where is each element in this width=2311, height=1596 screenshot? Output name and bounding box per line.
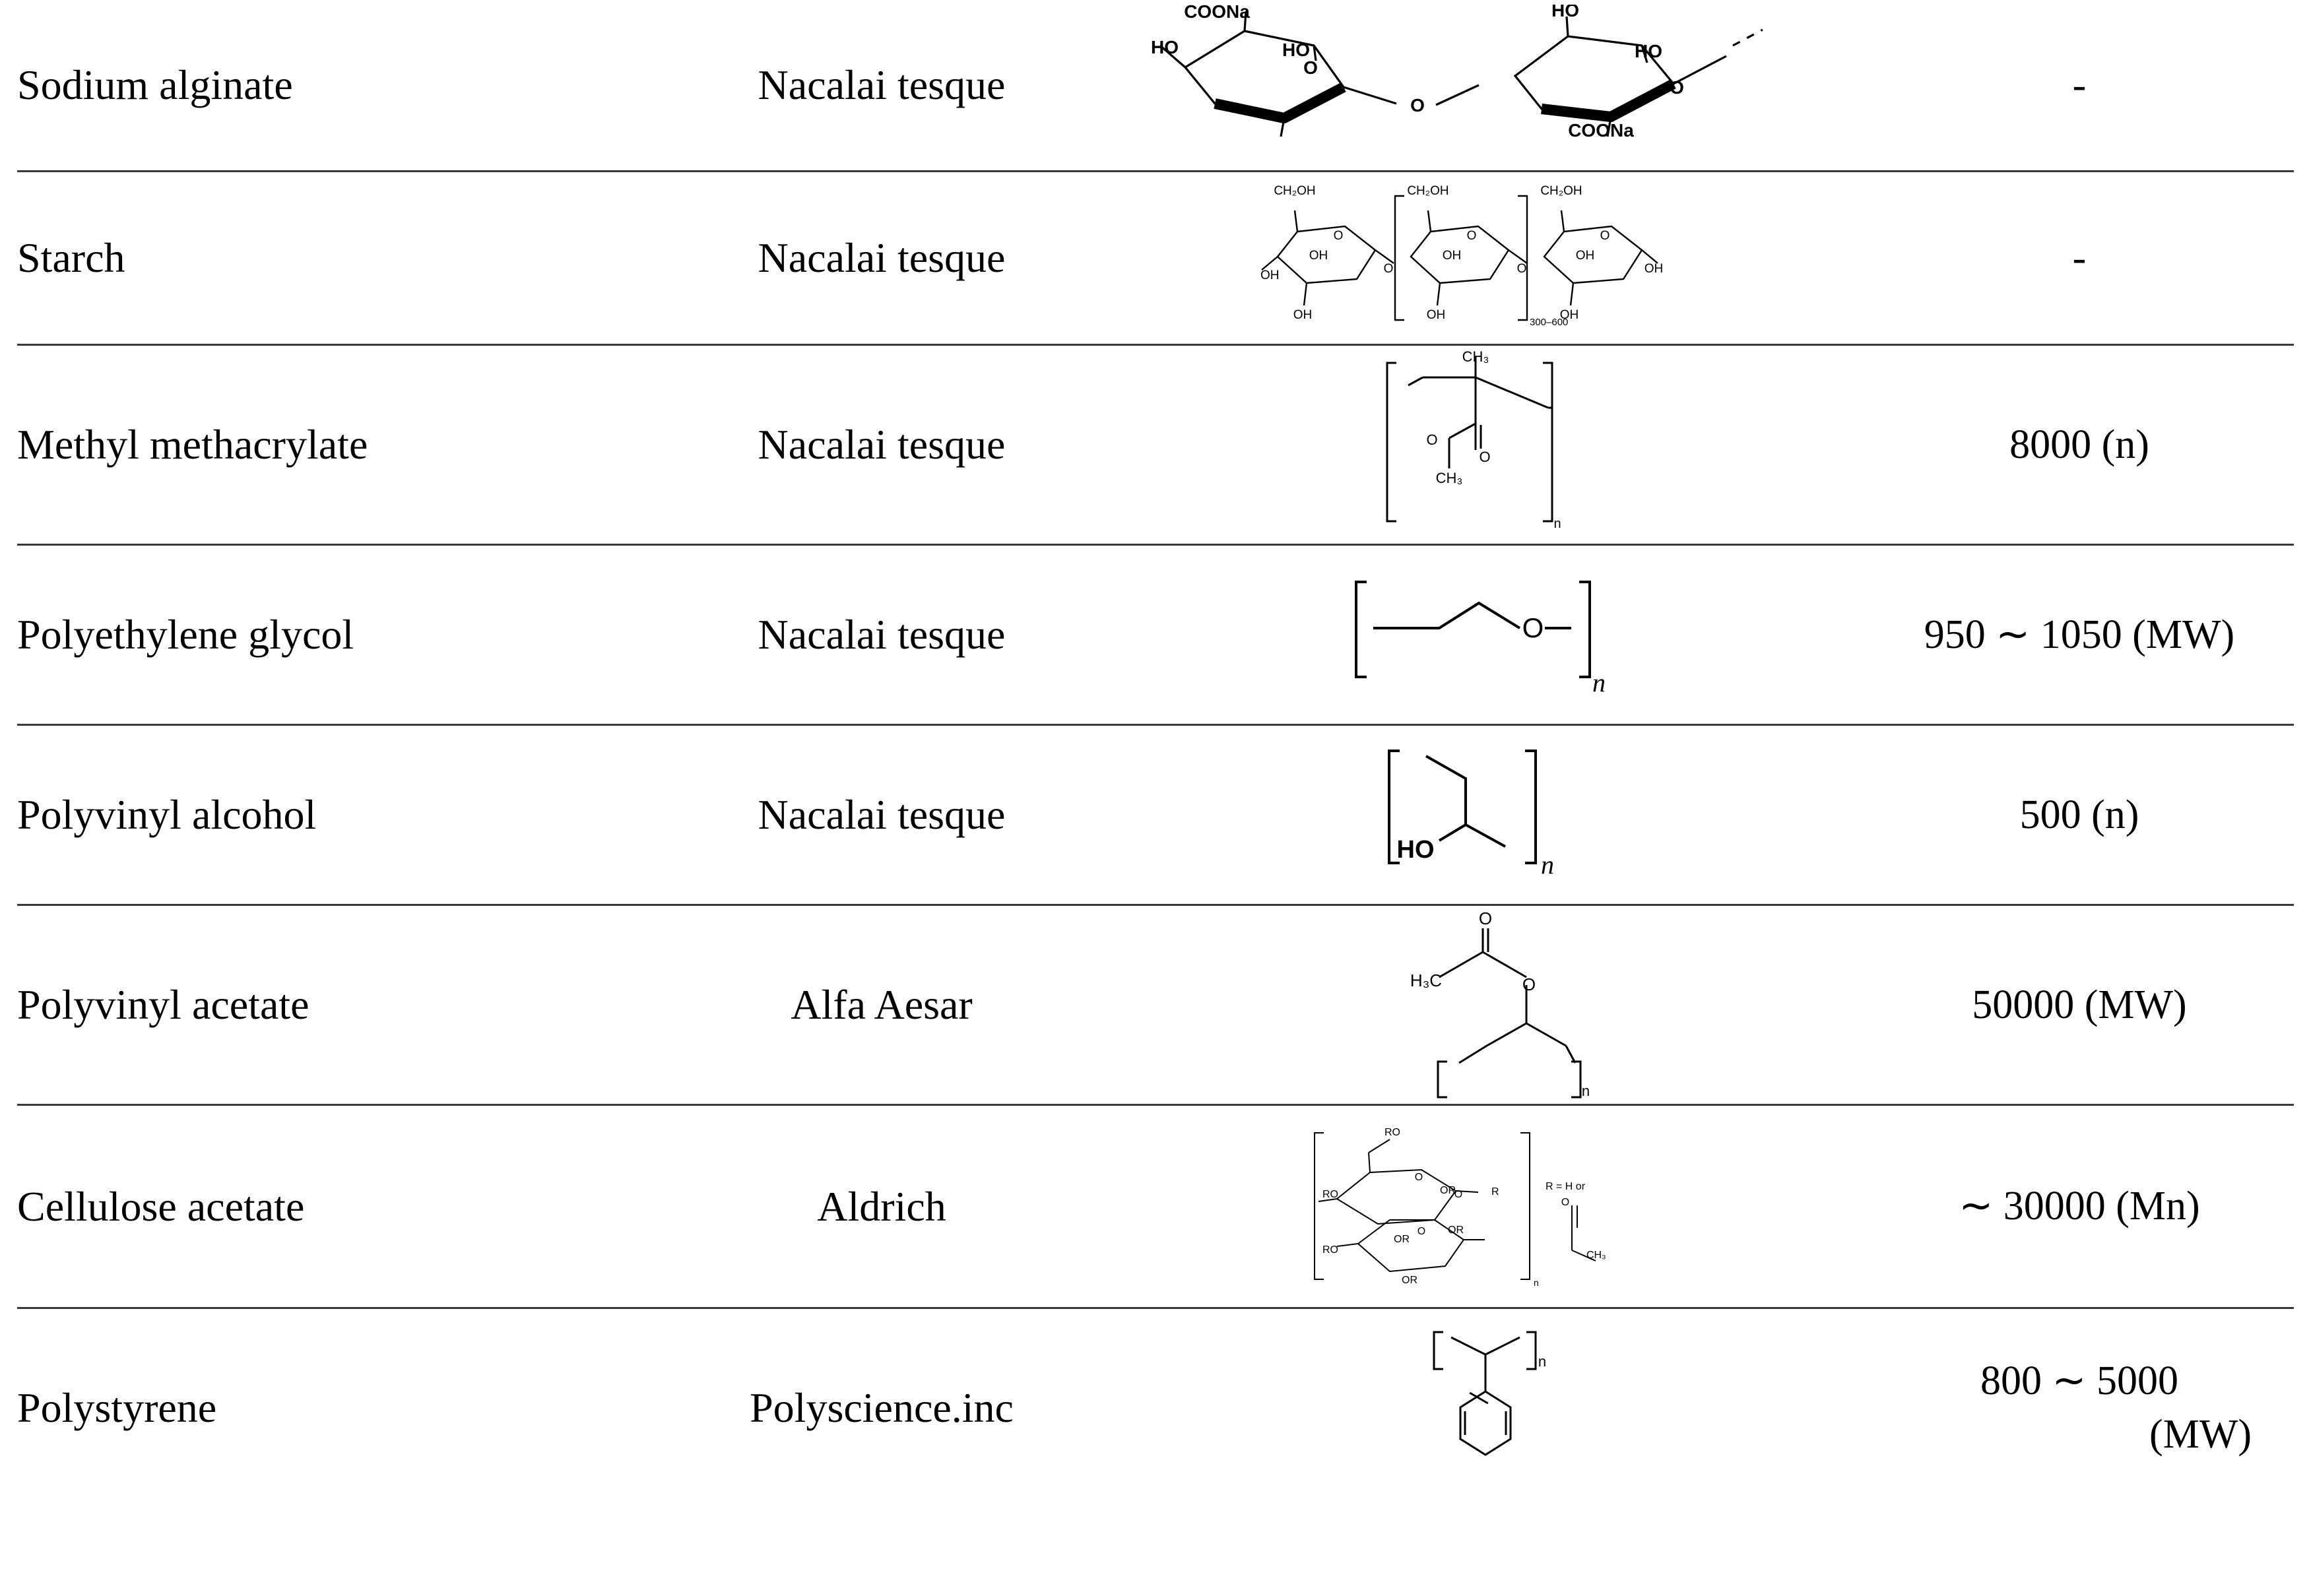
svg-text:OH: OH: [1426, 308, 1446, 322]
mw-value: 8000 (n): [2009, 422, 2149, 467]
svg-text:OR: OR: [1394, 1233, 1410, 1245]
svg-text:O: O: [1410, 94, 1425, 115]
svg-text:O: O: [1670, 77, 1684, 98]
material-name: Polyvinyl alcohol: [17, 791, 317, 839]
svg-text:R: R: [1491, 1186, 1499, 1197]
starch-structure-icon: [1113, 179, 1865, 337]
structure-cell: [1113, 725, 1865, 905]
svg-text:O: O: [1561, 1196, 1570, 1208]
mw-value: -: [2072, 62, 2087, 108]
material-source: Nacalai tesque: [758, 611, 1006, 658]
svg-text:O: O: [1522, 974, 1536, 994]
table-row: [17, 1105, 2294, 1308]
svg-text:O: O: [1600, 229, 1610, 243]
svg-text:HO: HO: [1151, 36, 1179, 57]
svg-text:CH₂OH: CH₂OH: [1540, 184, 1582, 198]
mw-value: 500 (n): [2019, 792, 2139, 837]
material-source: Nacalai tesque: [758, 421, 1006, 468]
svg-text:n: n: [1538, 1353, 1547, 1370]
svg-text:CH₃: CH₃: [1435, 469, 1463, 486]
material-name: Polystyrene: [17, 1384, 217, 1432]
svg-text:O: O: [1479, 448, 1491, 465]
table-row: [17, 545, 2294, 725]
svg-text:O: O: [1478, 909, 1493, 928]
mw-value: 950 ∼ 1050 (MW): [1924, 612, 2235, 657]
svg-text:CH₂OH: CH₂OH: [1274, 184, 1316, 198]
table-row: [17, 725, 2294, 905]
svg-text:COONa: COONa: [1568, 119, 1634, 141]
svg-text:O: O: [1383, 262, 1394, 276]
material-source: Nacalai tesque: [758, 61, 1006, 109]
molecular-weight: [1865, 725, 2294, 905]
sodium-alginate-structure-icon: [1113, 5, 1865, 166]
polyethylene-glycol-structure-icon: [1113, 569, 1865, 701]
svg-text:n: n: [1592, 668, 1606, 697]
svg-text:RO: RO: [1384, 1126, 1400, 1138]
svg-text:R = H or: R = H or: [1546, 1180, 1586, 1192]
molecular-weight: [1865, 905, 2294, 1105]
molecular-weight: [1865, 1105, 2294, 1308]
mw-value: 50000 (MW): [1972, 982, 2187, 1027]
svg-text:O: O: [1522, 612, 1544, 643]
material-name: Sodium alginate: [17, 61, 293, 109]
svg-text:OR: OR: [1440, 1184, 1456, 1196]
svg-text:HO: HO: [1635, 40, 1662, 61]
svg-text:300–600: 300–600: [1530, 317, 1569, 328]
svg-text:HO: HO: [1396, 835, 1435, 864]
structure-cell: [1113, 0, 1865, 172]
table-row: [17, 345, 2294, 545]
material-name: Methyl methacrylate: [17, 421, 368, 468]
molecular-weight: [1865, 172, 2294, 345]
material-name: Cellulose acetate: [17, 1182, 305, 1230]
svg-text:O: O: [1417, 1225, 1426, 1237]
svg-text:CH₃: CH₃: [1586, 1249, 1606, 1261]
material-name: Polyvinyl acetate: [17, 981, 309, 1029]
svg-text:OR: OR: [1402, 1274, 1417, 1286]
material-source: Polyscience.inc: [750, 1384, 1014, 1432]
structure-cell: [1113, 1105, 1865, 1308]
material-source: Aldrich: [817, 1182, 946, 1230]
svg-text:HO: HO: [1282, 39, 1310, 60]
polyvinyl-acetate-structure-icon: [1113, 906, 1865, 1104]
material-name: Polyethylene glycol: [17, 611, 354, 658]
mw-value-secondary: (MW): [2149, 1412, 2252, 1457]
polyvinyl-alcohol-structure-icon: [1113, 744, 1865, 886]
molecular-weight: [1865, 545, 2294, 725]
mw-value: ∼ 30000 (Mn): [1959, 1184, 2200, 1229]
methyl-methacrylate-structure-icon: [1113, 351, 1865, 539]
structure-cell: [1113, 345, 1865, 545]
structure-cell: [1113, 1308, 1865, 1508]
molecular-weight: [1865, 345, 2294, 545]
cellulose-acetate-structure-icon: [1113, 1121, 1865, 1293]
svg-text:OH: OH: [1309, 249, 1328, 263]
svg-text:CH₃: CH₃: [1462, 350, 1489, 365]
svg-text:OH: OH: [1559, 308, 1579, 322]
svg-text:OR: OR: [1448, 1224, 1464, 1236]
svg-text:O: O: [1414, 1171, 1423, 1183]
material-source: Nacalai tesque: [758, 791, 1006, 839]
svg-text:OH: OH: [1293, 308, 1313, 322]
table-row: [17, 905, 2294, 1105]
svg-text:O: O: [1426, 431, 1438, 448]
structure-cell: [1113, 905, 1865, 1105]
svg-text:O: O: [1454, 1188, 1463, 1200]
svg-text:n: n: [1534, 1277, 1539, 1288]
svg-text:n: n: [1541, 849, 1554, 879]
svg-text:n: n: [1581, 1083, 1590, 1099]
svg-text:RO: RO: [1322, 1244, 1338, 1256]
material-source: Alfa Aesar: [791, 981, 973, 1029]
svg-text:H₃C: H₃C: [1410, 971, 1443, 990]
svg-text:O: O: [1466, 229, 1477, 243]
material-name: Starch: [17, 234, 125, 282]
svg-text:OH: OH: [1575, 249, 1595, 263]
structure-cell: [1113, 172, 1865, 345]
table-row: [17, 172, 2294, 345]
molecular-weight: [1865, 1308, 2294, 1508]
svg-text:HO: HO: [1551, 4, 1579, 20]
structure-cell: [1113, 545, 1865, 725]
svg-text:RO: RO: [1322, 1188, 1338, 1200]
materials-table: [17, 0, 2294, 1507]
svg-text:OH: OH: [1260, 269, 1280, 282]
svg-text:COONa: COONa: [1184, 4, 1250, 22]
material-source: Nacalai tesque: [758, 234, 1006, 282]
mw-value: 800 ∼ 5000: [1980, 1358, 2178, 1404]
svg-text:OH: OH: [1442, 249, 1462, 263]
table-row: [17, 1308, 2294, 1508]
table-row: [17, 0, 2294, 172]
svg-text:O: O: [1303, 57, 1318, 78]
molecular-weight: [1865, 0, 2294, 172]
svg-text:OH: OH: [1644, 262, 1664, 276]
svg-text:CH₂OH: CH₂OH: [1407, 184, 1449, 198]
svg-text:O: O: [1516, 262, 1527, 276]
mw-value: -: [2072, 235, 2087, 280]
svg-text:O: O: [1333, 229, 1344, 243]
svg-text:n: n: [1553, 516, 1561, 531]
polystyrene-structure-icon: [1113, 1325, 1865, 1490]
